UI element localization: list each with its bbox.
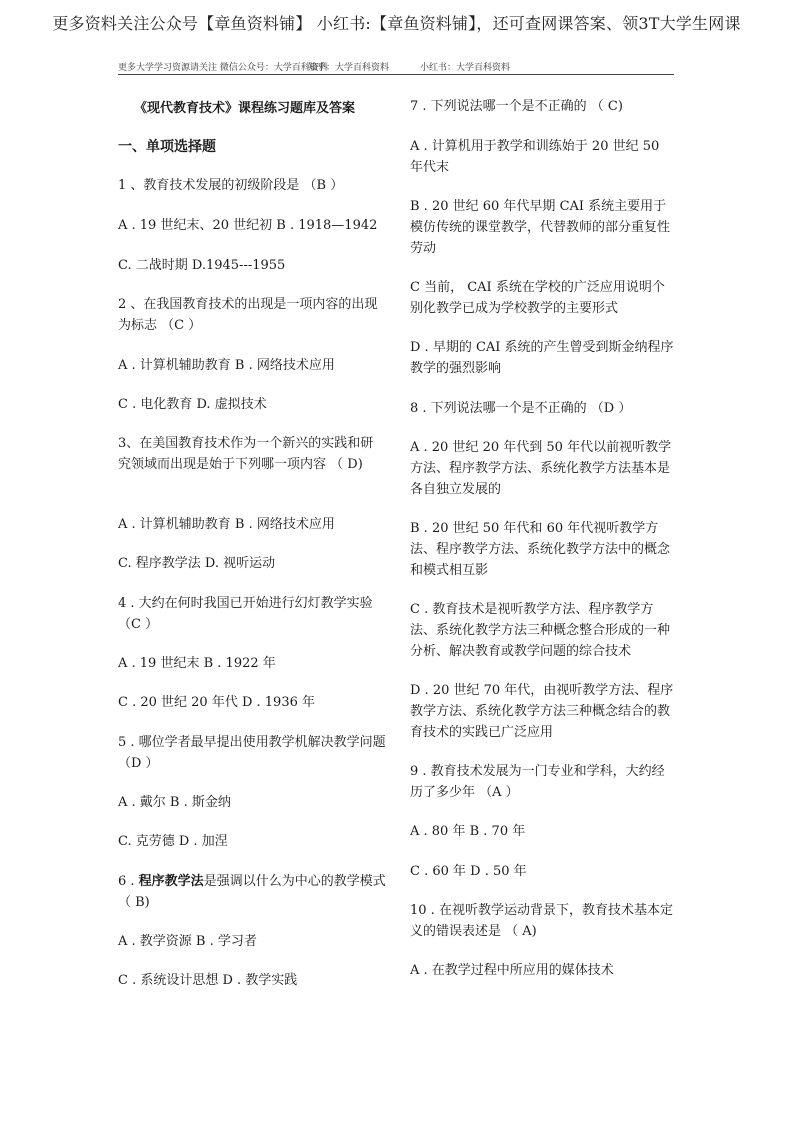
- question-8-option-b: B . 20 世纪 50 年代和 60 年代视听教学方法、程序教学方法、系统化教学方法中的概念和模式相互影: [410, 521, 671, 578]
- question-1-options-cd: C. 二战时期 D.1945---1955: [118, 258, 286, 273]
- question-6: [118, 871, 386, 913]
- question-7-option-d: D . 早期的 CAI 系统的产生曾受到斯金纳程序教学的强烈影响: [410, 340, 674, 376]
- question-9-options-cd: C . 60 年 D . 50 年: [410, 864, 527, 879]
- section-heading: 一、单项选择题: [118, 139, 216, 155]
- question-3: 3、在美国教育技术作为一个新兴的实践和研究领域而出现是始于下列哪一项内容 （ D): [118, 436, 374, 472]
- question-7: 7 . 下列说法哪一个是不正确的 （ C): [410, 99, 623, 114]
- question-2-options-ab: A . 计算机辅助教育 B . 网络技术应用: [118, 358, 335, 373]
- document-title: 《现代教育技术》课程练习题库及答案: [134, 101, 356, 116]
- question-5: 5 . 哪位学者最早提出使用教学机解决教学问题 （D ）: [118, 735, 386, 771]
- question-5-options-ab: A . 戴尔 B . 斯金纳: [118, 795, 231, 810]
- question-8-option-d: D . 20 世纪 70 年代，由视听教学方法、程序教学方法、系统化教学方法三种概念结合的教育技术的实践已广泛应用: [410, 683, 674, 740]
- question-4-options-cd: C . 20 世纪 20 年代 D . 1936 年: [118, 695, 315, 710]
- header-divider: [118, 74, 674, 75]
- question-7-option-a: A . 计算机用于教学和训练始于 20 世纪 50 年代末: [410, 139, 660, 175]
- question-8-option-a: A . 20 世纪 20 年代到 50 年代以前视听教学方法、程序教学方法、系统化教学方法基本是各自独立发展的: [410, 440, 672, 497]
- question-1-options-ab: A . 19 世纪末、20 世纪初 B . 1918—1942: [118, 218, 378, 233]
- question-10-option-a: A . 在教学过程中所应用的媒体技术: [410, 963, 614, 978]
- question-4: 4 . 大约在何时我国已开始进行幻灯教学实验 （C ）: [118, 596, 373, 632]
- question-8-option-c: C . 教育技术是视听教学方法、程序教学方法、系统化教学方法三种概念整合形成的一种分析、解决教育或教学问题的综合技术: [410, 602, 671, 659]
- question-4-options-ab: A . 19 世纪末 B . 1922 年: [118, 656, 276, 671]
- question-6-options-cd: C . 系统设计思想 D . 教学实践: [118, 973, 298, 988]
- question-6-prefix: 6 .: [118, 874, 139, 889]
- subheader-zhihu: 知乎：大学百科资料: [308, 63, 390, 73]
- page-subheader: [118, 60, 674, 73]
- question-9: 9 . 教育技术发展为一门专业和学科，大约经历了多少年 （A ）: [410, 764, 665, 800]
- subheader-wechat: 更多大学学习资源请关注 微信公众号：大学百科资料: [118, 63, 328, 73]
- question-6-highlight: 程序教学法: [138, 874, 204, 889]
- question-1: 1 、教育技术发展的初级阶段是 （B ）: [118, 178, 344, 193]
- question-7-option-b: B . 20 世纪 60 年代早期 CAI 系统主要用于模仿传统的课堂教学，代替教师的部分重复性劳动: [410, 199, 671, 256]
- question-6-text: 是强调以什么为中心的教学模式 （ B): [118, 874, 386, 910]
- question-10: 10 . 在视听教学运动背景下，教育技术基本定义的错误表述是 （ A): [410, 903, 673, 939]
- question-7-option-c: C 当前， CAI 系统在学校的广泛应用说明个别化教学已成为学校教学的主要形式: [410, 280, 665, 316]
- question-8: 8 . 下列说法哪一个是不正确的 （D ）: [410, 401, 632, 416]
- question-2-options-cd: C . 电化教育 D. 虚拟技术: [118, 397, 267, 412]
- question-3-options-ab: A . 计算机辅助教育 B . 网络技术应用: [118, 517, 335, 532]
- subheader-xiaohongshu: 小红书：大学百科资料: [420, 63, 511, 73]
- question-6-options-ab: A . 教学资源 B . 学习者: [118, 934, 257, 949]
- question-5-options-cd: C. 克劳德 D . 加涅: [118, 834, 228, 849]
- question-3-options-cd: C. 程序教学法 D. 视听运动: [118, 556, 276, 571]
- question-2: 2 、在我国教育技术的出现是一项内容的出现为标志 （C ）: [118, 297, 378, 333]
- question-9-options-ab: A . 80 年 B . 70 年: [410, 824, 526, 839]
- promo-banner: 更多资料关注公众号【章鱼资料铺】 小红书:【章鱼资料铺】，还可查网课答案、领3T大学生网课: [52, 14, 741, 33]
